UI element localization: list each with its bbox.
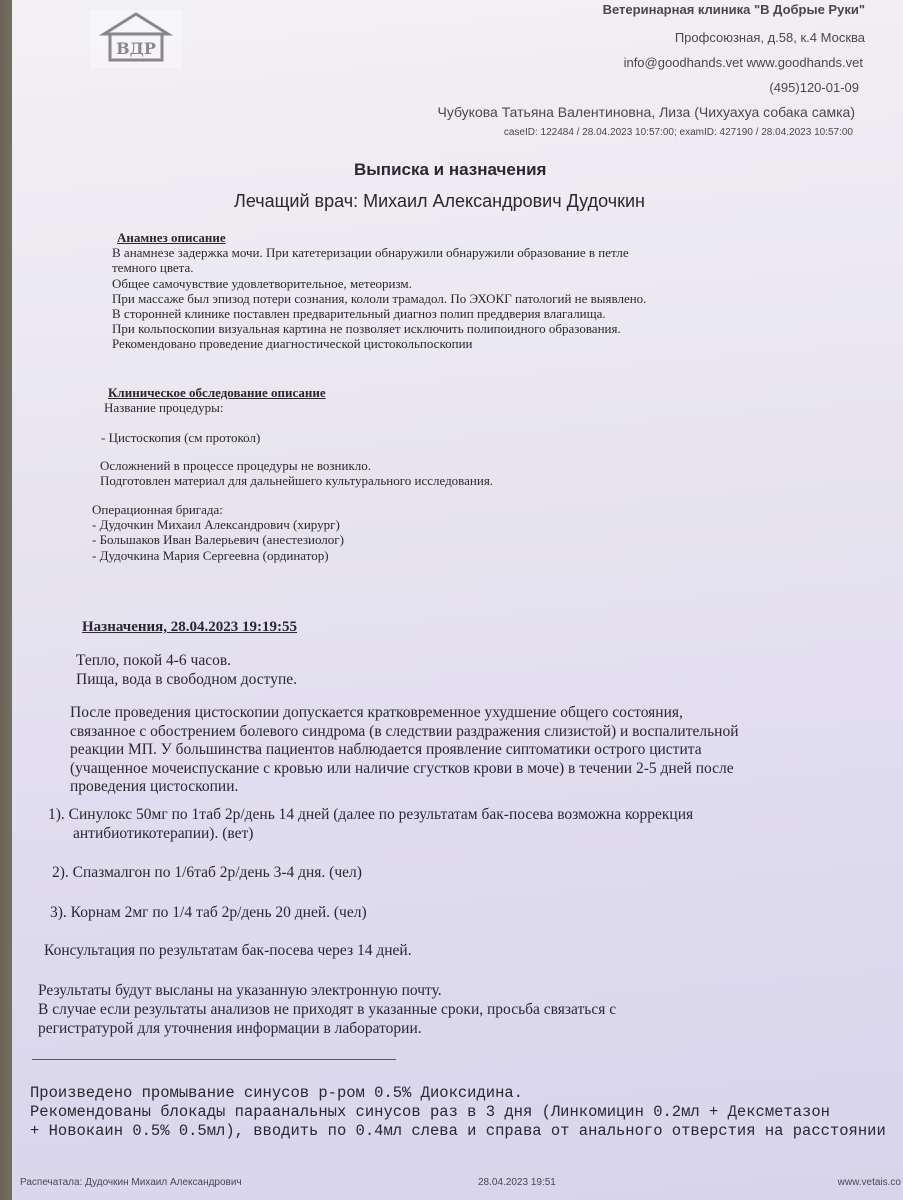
results-line: Результаты будут высланы на указанную электронную почту. [38,982,442,999]
clinical-note: Осложнений в процессе процедуры не возникло. [100,458,372,473]
clinical-notes [100,458,493,488]
addendum-line: Рекомендованы блокады параанальных синусов раз в 3 дня (Линкомицин 0.2мл + Дексметазон [30,1103,830,1121]
prescription-line: антибиотикотерапии). (вет) [73,825,254,842]
printed-by: Распечатала: Дудочкин Михаил Александрович [20,1177,242,1188]
printed-at: 28.04.2023 19:51 [478,1177,556,1188]
clinic-contacts: info@goodhands.vet www.goodhands.vet [623,55,863,70]
anamnesis-line: При кольпоскопии визуальная картина не позволяет исключить полипоидного образования. [112,321,621,337]
clinical-heading: Клиническое обследование описание [108,385,326,400]
rest-instructions [76,652,297,689]
document-page [12,0,903,1200]
patient-info: Чубукова Татьяна Валентиновна, Лиза (Чихуахуа собака самка) [437,104,855,120]
warning-line: связанное с обострением болевого синдрома (в следствии раздражения слизистой) и воспалительной [70,722,739,740]
case-ids: caseID: 122484 / 28.04.2023 10:57:00; examID: 427190 / 28.04.2023 10:57:00 [503,127,853,138]
addendum-line: + Новокаин 0.5% 0.5мл), вводить по 0.4мл слева и справа от анального отверстия на расстоянии [30,1122,886,1140]
anamnesis-line: темного цвета. [112,260,194,276]
warning-line: реакции МП. У большинства пациентов наблюдается проявление сиптоматики острого цистита [70,741,702,758]
clinical-section [104,385,326,415]
results-line: регистратурой для уточнения информации в лаборатории. [38,1020,422,1037]
procedure-label: Название процедуры: [104,400,224,416]
post-procedure-warning [70,704,739,797]
addendum-line: Произведено промывание синусов р-ром 0.5% Диоксидина. [30,1084,523,1102]
procedure-name: - Цистоскопия (см протокол) [101,430,261,445]
document-title: Выписка и назначения [354,160,547,179]
clinic-house-logo-icon [90,10,182,68]
addendum-section [30,1084,886,1141]
prescriptions-heading: Назначения, 28.04.2023 19:19:55 [82,619,297,635]
anamnesis-line: В анамнезе задержка мочи. При катетеризации обнаружили обнаружили образование в петле [112,245,629,261]
anamnesis-line: Рекомендовано проведение диагностической цистокольпоскопии [112,336,473,352]
clinic-name: Ветеринарная клиника "В Добрые Руки" [602,2,865,17]
anamnesis-line: В сторонней клинике поставлен предварительный диагноз полип преддверия влагалища. [112,306,606,322]
footer-site: www.vetais.co [837,1177,901,1188]
warning-line: После проведения цистоскопии допускается кратковременное ухудшение общего состояния, [70,704,683,721]
prescription-item-1 [48,805,693,843]
anamnesis-section [112,230,646,352]
team-member: - Дудочкин Михаил Александрович (хирург) [92,517,340,533]
prescription-item-2: 2). Спазмалгон по 1/6таб 2р/день 3-4 дня. (чел) [52,864,362,881]
clinic-phone: (495)120-01-09 [769,80,859,95]
team-member: - Большаков Иван Валерьевич (анестезиолог) [92,532,344,548]
warning-line: (учащенное мочеиспускание с кровью или наличие сгустков крови в моче) в течении 2-5 дней после [70,759,734,777]
team-label: Операционная бригада: [92,502,223,517]
results-line: В случае если результаты анализов не приходят в указанные сроки, просьба связаться с [38,1001,617,1018]
prescription-line: 1). Синулокс 50мг по 1таб 2р/день 14 дней (далее по результатам бак-посева возможна коррекция [48,806,694,823]
consultation-note: Консультация по результатам бак-посева через 14 дней. [44,942,412,959]
anamnesis-line: При массаже был эпизод потери сознания, кололи трамадол. По ЭХОКГ патологий не выявлено. [112,290,647,306]
prescription-item-3: 3). Корнам 2мг по 1/4 таб 2р/день 20 дней. (чел) [50,904,367,921]
rest-line: Тепло, покой 4-6 часов. [76,652,232,669]
team-member: - Дудочкина Мария Сергеевна (ординатор) [92,547,329,563]
clinical-note: Подготовлен материал для дальнейшего культурального исследования. [100,473,494,489]
warning-line: проведения цистоскопии. [70,778,239,795]
results-note [38,981,616,1038]
surgical-team [92,502,344,563]
anamnesis-line: Общее самочувствие удовлетворительное, метеоризм. [112,275,412,291]
svg-text:ВДР: ВДР [116,39,156,58]
anamnesis-heading: Анамнез описание [117,230,226,245]
divider [32,1059,396,1060]
rest-line: Пища, вода в свободном доступе. [76,670,298,688]
attending-doctor: Лечащий врач: Михаил Александрович Дудочкин [234,191,645,211]
clinic-address: Профсоюзная, д.58, к.4 Москва [674,30,865,45]
